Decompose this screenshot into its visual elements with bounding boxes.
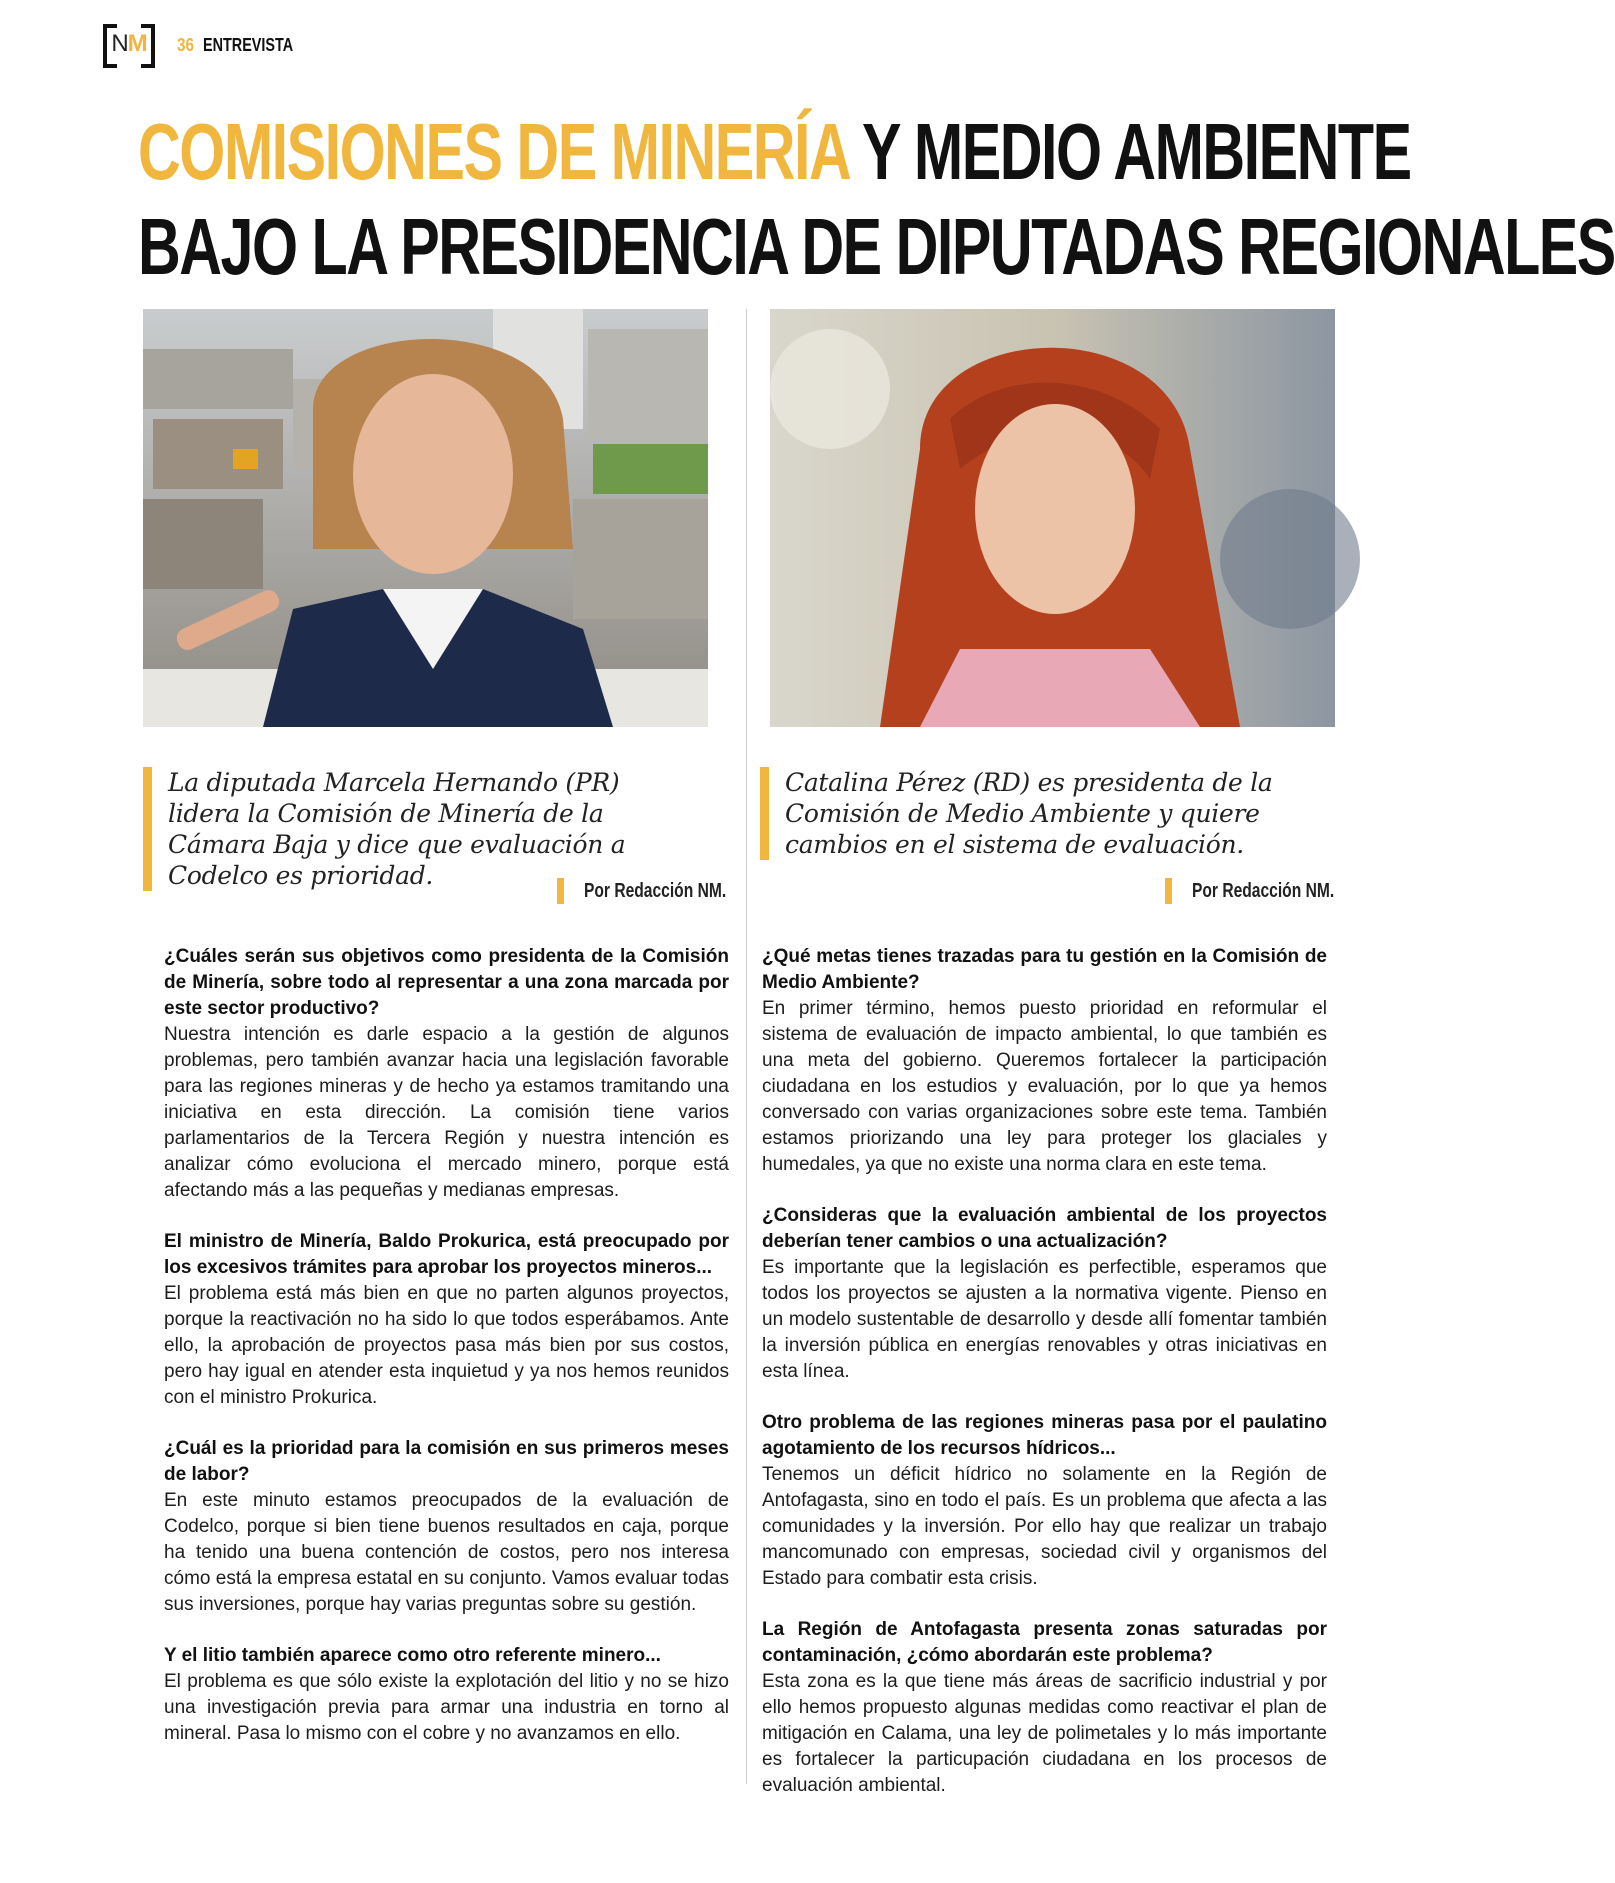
photo-marcela-hernando [143,309,708,727]
nm-logo [103,24,155,66]
lead-left-text: La diputada Marcela Hernando (PR) lidera la Comisión de Minería de la Cámara Baja y dice que evaluación a Codelco es prioridad. [168,768,626,890]
answer: Nuestra intención es darle espacio a la gestión de algunos problemas, pero también avanzar hacia una legislación favorable para las regiones mineras y de hecho ya estamos tramitando una iniciativa en esta dirección. La comisión tiene varios parlamentarios de la Tercera Región y nuestra intención es analizar cómo evoluciona el mercado minero, porque está afectando más a las pequeñas y medianas empresas. [164,1024,729,1201]
answer: En primer término, hemos puesto prioridad en reformular el sistema de evaluación de impacto ambiental, lo que también es una meta del gobierno. Queremos fortalecer la participación ciudadana en los estudios y evaluación, por lo que ya hemos conversado con varias organizaciones sobre este tema. También estamos priorizando una ley para proteger los glaciales y humedales, ya que no existe una norma clara en este tema. [762,998,1327,1175]
answer: En este minuto estamos preocupados de la evaluación de Codelco, porque si bien tiene buenos resultados en caja, porque ha tenido una buena contención de costos, pero nos interesa cómo está la empresa estatal en su conjunto. Vamos evaluar todas sus inversiones, porque hay varias preguntas sobre su gestión. [164,1490,729,1615]
byline-left [557,878,766,904]
answer: Tenemos un déficit hídrico no solamente en la Región de Antofagasta, sino en todo el país. Es un problema que afecta a las comunidades y la inversión. Por ello hay que realizar un trabajo mancomunado con empresas, sociedad civil y organismos del Estado para combatir esta crisis. [762,1464,1327,1589]
article-title [138,104,1615,294]
qa-block [762,1410,1327,1592]
logo-text: NM [111,30,147,57]
interview-column-left [164,944,729,1772]
byline-bar [557,878,564,904]
question: Y el litio también aparece como otro referente minero... [164,1645,661,1666]
lead-right-text: Catalina Pérez (RD) es presidenta de la Comisión de Medio Ambiente y quiere cambios en el sistema de evaluación. [785,768,1273,859]
page-header [103,24,316,66]
column-divider [746,309,747,1784]
qa-block [762,1203,1327,1385]
answer: El problema está más bien en que no parten algunos proyectos, porque la reactivación no ha sido lo que todos esperábamos. Ante ello, la aprobación de proyectos pasa más bien por sus costos, pero hay igual en atender esta inquietud y ya nos hemos reunidos con el ministro Prokurica. [164,1283,729,1408]
question: La Región de Antofagasta presenta zonas saturadas por contaminación, ¿cómo abordarán este problema? [762,1619,1327,1666]
qa-block [164,1229,729,1411]
title-highlight: COMISIONES DE MINERÍA [138,107,849,196]
page-number: 36 [177,34,195,55]
lead-left [143,767,688,891]
question: ¿Cuál es la prioridad para la comisión en sus primeros meses de labor? [164,1438,729,1485]
lead-right [760,767,1305,860]
byline-bar [1165,878,1172,904]
photo-catalina-perez [770,309,1335,727]
interview-column-right [762,944,1327,1824]
byline-text: Por Redacción NM. [584,879,727,902]
section-label: ENTREVISTA [203,34,294,55]
question: ¿Qué metas tienes trazadas para tu gestión en la Comisión de Medio Ambiente? [762,946,1327,993]
answer: El problema es que sólo existe la explotación del litio y no se hizo una investigación previa para armar una industria en torno al mineral. Pasa lo mismo con el cobre y no avanzamos en ello. [164,1671,729,1744]
answer: Esta zona es la que tiene más áreas de sacrificio industrial y por ello hemos propuesto algunas medidas como reactivar el plan de mitigación en Calama, una ley de polimetales y lo más importante es fortalecer la particupación ciudadana en los procesos de evaluación ambiental. [762,1671,1327,1796]
answer: Es importante que la legislación es perfectible, esperamos que todos los proyectos se ajusten a la normativa vigente. Pienso en un modelo sustentable de desarrollo y desde allí fomentar también la inversión pública en energías renovables y otras iniciativas en esta línea. [762,1257,1327,1382]
byline-right [1165,878,1374,904]
qa-block [762,1617,1327,1799]
byline-text: Por Redacción NM. [1192,879,1335,902]
question: ¿Consideras que la evaluación ambiental de los proyectos deberían tener cambios o una actualización? [762,1205,1327,1252]
title-line1-rest: Y MEDIO AMBIENTE [848,107,1411,196]
qa-block [164,944,729,1204]
qa-block [164,1436,729,1618]
qa-block [164,1643,729,1747]
title-line2: BAJO LA PRESIDENCIA DE DIPUTADAS REGIONALES [138,202,1615,291]
qa-block [762,944,1327,1178]
question: Otro problema de las regiones mineras pasa por el paulatino agotamiento de los recursos hídricos... [762,1412,1327,1459]
question: ¿Cuáles serán sus objetivos como presidenta de la Comisión de Minería, sobre todo al representar a una zona marcada por este sector productivo? [164,946,729,1019]
question: El ministro de Minería, Baldo Prokurica, está preocupado por los excesivos trámites para aprobar los proyectos mineros... [164,1231,729,1278]
